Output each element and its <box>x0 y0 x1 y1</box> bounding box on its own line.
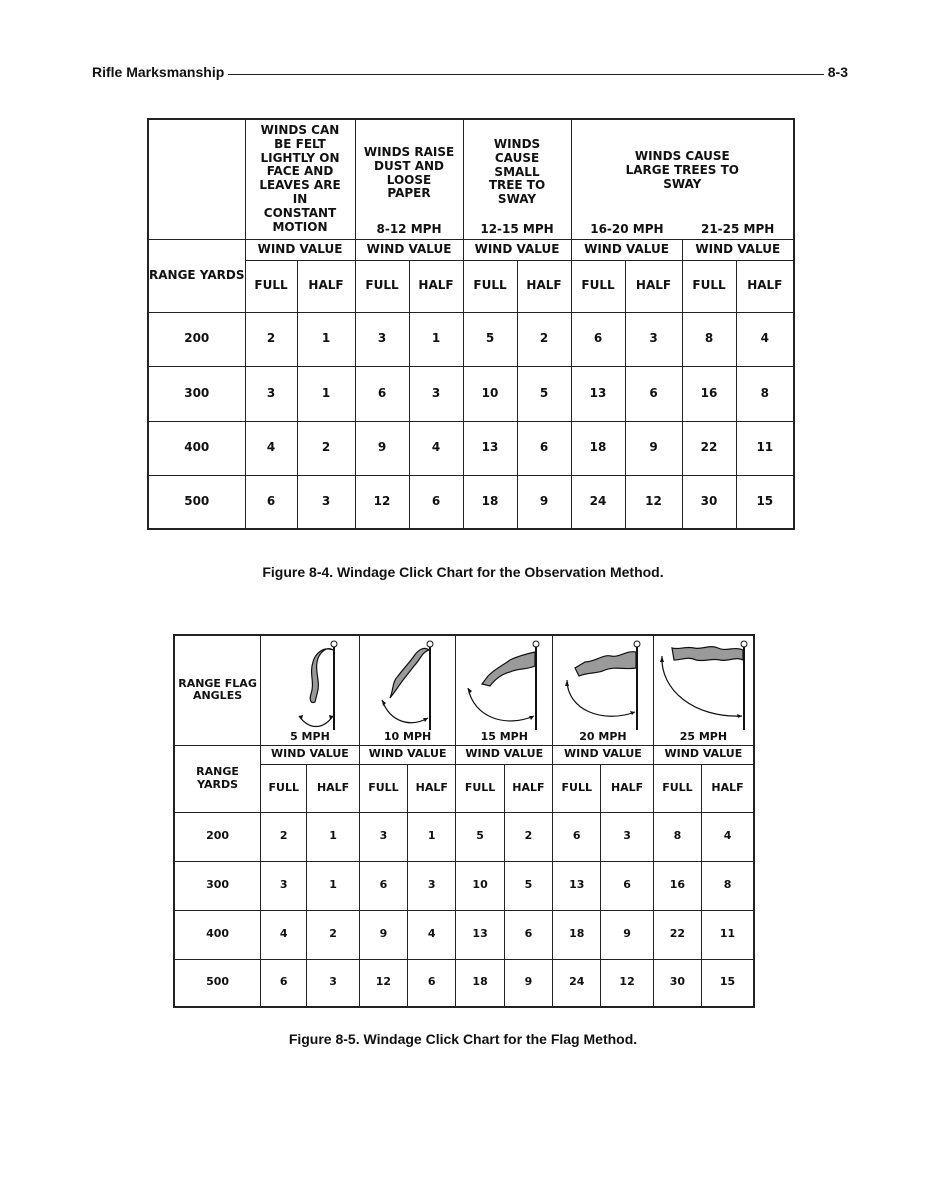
wind-value-header: WIND VALUE <box>261 745 360 764</box>
full-header: FULL <box>553 764 601 812</box>
value-cell: 2 <box>504 812 552 861</box>
value-cell: 3 <box>408 861 456 910</box>
value-cell: 10 <box>463 366 517 421</box>
half-header: HALF <box>702 764 754 812</box>
half-header: HALF <box>408 764 456 812</box>
value-cell: 30 <box>682 475 736 529</box>
half-header: HALF <box>625 260 682 312</box>
value-cell: 18 <box>463 475 517 529</box>
value-cell: 3 <box>261 861 307 910</box>
flag-10mph-icon <box>360 638 456 732</box>
range-yards-header: RANGE YARDS <box>148 239 245 312</box>
full-header: FULL <box>355 260 409 312</box>
value-cell: 8 <box>682 312 736 366</box>
value-cell: 1 <box>307 861 359 910</box>
value-cell: 13 <box>571 366 625 421</box>
value-cell: 15 <box>702 959 754 1007</box>
value-cell: 12 <box>601 959 653 1007</box>
half-header: HALF <box>517 260 571 312</box>
value-cell: 9 <box>355 421 409 475</box>
value-cell: 8 <box>653 812 701 861</box>
speed-12-15: 12-15 MPH <box>480 221 554 236</box>
value-cell: 4 <box>408 910 456 959</box>
value-cell: 13 <box>456 910 504 959</box>
wind-value-header: WIND VALUE <box>245 239 355 260</box>
value-cell: 2 <box>245 312 297 366</box>
value-cell: 4 <box>409 421 463 475</box>
value-cell: 18 <box>553 910 601 959</box>
value-cell: 1 <box>307 812 359 861</box>
condition-dust-desc: WINDS RAISE DUST AND LOOSE PAPER <box>363 145 455 201</box>
flag-method-table <box>173 634 755 1008</box>
value-cell: 16 <box>682 366 736 421</box>
value-cell: 11 <box>702 910 754 959</box>
wind-value-header: WIND VALUE <box>553 745 654 764</box>
value-cell: 6 <box>601 861 653 910</box>
value-cell: 6 <box>408 959 456 1007</box>
condition-dust <box>355 119 463 239</box>
value-cell: 22 <box>653 910 701 959</box>
value-cell: 3 <box>359 812 407 861</box>
table-row <box>148 312 794 366</box>
value-cell: 16 <box>653 861 701 910</box>
range-cell: 500 <box>174 959 261 1007</box>
table-row <box>174 812 754 861</box>
wind-value-header: WIND VALUE <box>653 745 754 764</box>
corner-cell <box>148 119 245 239</box>
value-cell: 18 <box>571 421 625 475</box>
value-cell: 8 <box>702 861 754 910</box>
flag-25mph-icon <box>654 638 754 732</box>
value-cell: 3 <box>601 812 653 861</box>
table-row <box>148 475 794 529</box>
value-cell: 6 <box>409 475 463 529</box>
flag-cell-20mph <box>553 635 654 745</box>
full-header: FULL <box>245 260 297 312</box>
speed-21-25: 21-25 MPH <box>700 221 775 236</box>
value-cell: 2 <box>307 910 359 959</box>
page-number: 8-3 <box>827 64 848 80</box>
wind-value-header: WIND VALUE <box>571 239 682 260</box>
value-cell: 4 <box>736 312 794 366</box>
flag-5mph-icon <box>261 638 359 732</box>
full-header: FULL <box>456 764 504 812</box>
value-cell: 9 <box>601 910 653 959</box>
condition-light <box>245 119 355 239</box>
value-cell: 9 <box>625 421 682 475</box>
running-header <box>92 58 848 80</box>
value-cell: 2 <box>261 812 307 861</box>
value-cell: 4 <box>702 812 754 861</box>
value-cell: 1 <box>297 366 355 421</box>
range-flag-angles-header: RANGE FLAG ANGLES <box>174 635 261 745</box>
wind-value-header: WIND VALUE <box>682 239 794 260</box>
full-header: FULL <box>653 764 701 812</box>
flag-cell-25mph <box>653 635 754 745</box>
flag-20mph-icon <box>553 638 653 732</box>
value-cell: 18 <box>456 959 504 1007</box>
condition-large-trees <box>571 119 794 239</box>
value-cell: 3 <box>307 959 359 1007</box>
value-cell: 1 <box>409 312 463 366</box>
value-cell: 12 <box>625 475 682 529</box>
table-row <box>148 366 794 421</box>
value-cell: 5 <box>517 366 571 421</box>
value-cell: 24 <box>571 475 625 529</box>
condition-light-desc: WINDS CAN BE FELT LIGHTLY ON FACE AND LEAVES ARE IN CONSTANT MOTION <box>259 123 341 234</box>
value-cell: 6 <box>571 312 625 366</box>
value-cell: 6 <box>553 812 601 861</box>
range-yards-header: RANGE YARDS <box>174 745 261 812</box>
speed-16-20: 16-20 MPH <box>590 221 664 236</box>
wind-value-header: WIND VALUE <box>359 745 456 764</box>
half-header: HALF <box>297 260 355 312</box>
value-cell: 6 <box>355 366 409 421</box>
range-cell: 200 <box>148 312 245 366</box>
value-cell: 3 <box>409 366 463 421</box>
value-cell: 12 <box>355 475 409 529</box>
half-header: HALF <box>601 764 653 812</box>
table-row <box>174 861 754 910</box>
value-cell: 6 <box>504 910 552 959</box>
value-cell: 13 <box>463 421 517 475</box>
value-cell: 5 <box>456 812 504 861</box>
speed-10mph: 10 MPH <box>383 729 432 743</box>
condition-large-trees-desc: WINDS CAUSE LARGE TREES TO SWAY <box>625 149 739 191</box>
table-row <box>174 910 754 959</box>
half-header: HALF <box>504 764 552 812</box>
value-cell: 11 <box>736 421 794 475</box>
value-cell: 12 <box>359 959 407 1007</box>
condition-small-tree-desc: WINDS CAUSE SMALL TREE TO SWAY <box>488 137 546 207</box>
table-row <box>148 421 794 475</box>
wind-value-header: WIND VALUE <box>456 745 553 764</box>
value-cell: 22 <box>682 421 736 475</box>
value-cell: 5 <box>504 861 552 910</box>
speed-8-12: 8-12 MPH <box>376 221 442 236</box>
value-cell: 13 <box>553 861 601 910</box>
value-cell: 8 <box>736 366 794 421</box>
flag-cell-10mph <box>359 635 456 745</box>
flag-cell-15mph <box>456 635 553 745</box>
value-cell: 6 <box>517 421 571 475</box>
range-cell: 400 <box>148 421 245 475</box>
flag-15mph-icon <box>456 638 552 732</box>
value-cell: 9 <box>517 475 571 529</box>
value-cell: 15 <box>736 475 794 529</box>
value-cell: 3 <box>297 475 355 529</box>
value-cell: 9 <box>504 959 552 1007</box>
value-cell: 6 <box>625 366 682 421</box>
value-cell: 3 <box>625 312 682 366</box>
speed-15mph: 15 MPH <box>480 729 528 743</box>
range-cell: 400 <box>174 910 261 959</box>
value-cell: 2 <box>297 421 355 475</box>
speed-25mph: 25 MPH <box>679 729 728 743</box>
value-cell: 5 <box>463 312 517 366</box>
chapter-title: Rifle Marksmanship <box>92 64 225 80</box>
flag-cell-5mph <box>261 635 360 745</box>
range-cell: 500 <box>148 475 245 529</box>
value-cell: 30 <box>653 959 701 1007</box>
value-cell: 24 <box>553 959 601 1007</box>
range-cell: 300 <box>148 366 245 421</box>
figure-8-4-caption: Figure 8-4. Windage Click Chart for the Observation Method. <box>262 564 664 580</box>
wind-value-header: WIND VALUE <box>463 239 571 260</box>
value-cell: 9 <box>359 910 407 959</box>
value-cell: 6 <box>261 959 307 1007</box>
speed-large-trees <box>572 223 794 237</box>
half-header: HALF <box>736 260 794 312</box>
full-header: FULL <box>463 260 517 312</box>
value-cell: 3 <box>245 366 297 421</box>
value-cell: 1 <box>297 312 355 366</box>
value-cell: 10 <box>456 861 504 910</box>
value-cell: 4 <box>261 910 307 959</box>
value-cell: 6 <box>359 861 407 910</box>
value-cell: 4 <box>245 421 297 475</box>
value-cell: 1 <box>408 812 456 861</box>
speed-5mph: 5 MPH <box>290 729 330 743</box>
half-header: HALF <box>307 764 359 812</box>
header-rule <box>228 74 824 75</box>
half-header: HALF <box>409 260 463 312</box>
value-cell: 3 <box>355 312 409 366</box>
full-header: FULL <box>682 260 736 312</box>
range-cell: 300 <box>174 861 261 910</box>
observation-method-table <box>147 118 795 530</box>
value-cell: 6 <box>245 475 297 529</box>
full-header: FULL <box>571 260 625 312</box>
full-header: FULL <box>261 764 307 812</box>
condition-small-tree <box>463 119 571 239</box>
table-row <box>174 959 754 1007</box>
full-header: FULL <box>359 764 407 812</box>
figure-8-5-caption: Figure 8-5. Windage Click Chart for the Flag Method. <box>288 1031 638 1047</box>
range-cell: 200 <box>174 812 261 861</box>
value-cell: 2 <box>517 312 571 366</box>
speed-20mph: 20 MPH <box>579 729 627 743</box>
wind-value-header: WIND VALUE <box>355 239 463 260</box>
